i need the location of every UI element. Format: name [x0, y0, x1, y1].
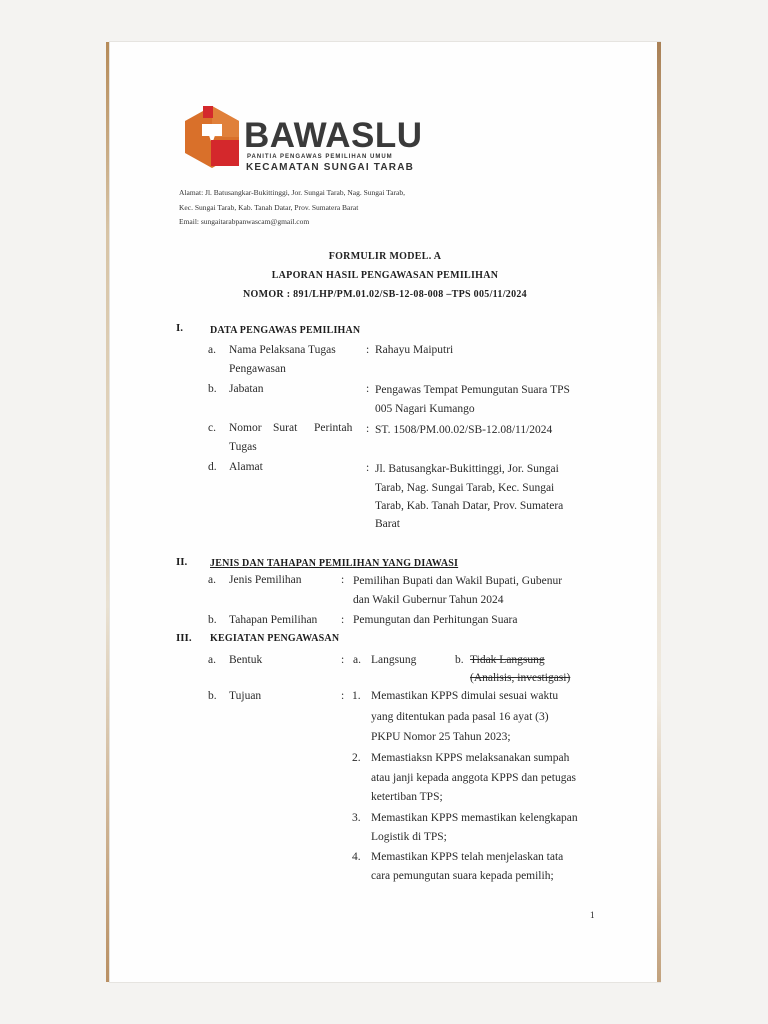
report-title: LAPORAN HASIL PENGAWASAN PEMILIHAN	[271, 270, 499, 281]
form-title: FORMULIR MODEL. A	[328, 251, 442, 262]
colon: :	[366, 423, 370, 435]
value-jenis-pemilihan-cont: dan Wakil Gubernur Tahun 2024	[353, 594, 504, 606]
value-surat-tugas: ST. 1508/PM.00.02/SB-12.08/11/2024	[375, 424, 553, 436]
option-langsung: Langsung	[371, 654, 417, 666]
label-nama-cont: Pengawasan	[229, 363, 286, 375]
item-letter: a.	[208, 344, 216, 356]
value-alamat-cont: Tarab, Kab. Tanah Datar, Prov. Sumatera	[375, 500, 564, 512]
item-letter: c.	[208, 422, 216, 434]
list-item: Memastikan KPPS dimulai sesuai waktu	[371, 690, 559, 702]
section-2-number: II.	[176, 556, 188, 568]
email-line: Email: sungaitarabpanwascam@gmail.com	[179, 217, 310, 226]
page-number: 1	[590, 910, 595, 920]
label-jenis-pemilihan: Jenis Pemilihan	[229, 574, 302, 586]
list-item: Memastikan KPPS memastikan kelengkapan	[371, 812, 578, 824]
list-item: yang ditentukan pada pasal 16 ayat (3)	[371, 711, 549, 723]
label-bentuk: Bentuk	[229, 654, 263, 666]
org-district: KECAMATAN SUNGAI TARAB	[246, 162, 415, 173]
list-item: Logistik di TPS;	[371, 831, 447, 843]
list-item: Memastiaksn KPPS melaksanakan sumpah	[371, 752, 570, 764]
value-jabatan-cont: 005 Nagari Kumango	[375, 403, 475, 415]
colon: :	[366, 383, 370, 395]
label-jabatan: Jabatan	[229, 383, 264, 395]
colon: :	[341, 614, 345, 626]
colon: :	[341, 654, 345, 666]
label-nomor: Nomor	[229, 422, 262, 434]
list-item: Memastikan KPPS telah menjelaskan tata	[371, 851, 564, 863]
org-subtitle: PANITIA PENGAWAS PEMILIHAN UMUM	[247, 154, 393, 160]
item-letter: a.	[208, 574, 216, 586]
section-2-title: JENIS DAN TAHAPAN PEMILIHAN YANG DIAWASI	[210, 558, 459, 569]
list-item-number: 2.	[352, 752, 361, 764]
value-tahapan: Pemungutan dan Perhitungan Suara	[353, 614, 518, 626]
list-item: ketertiban TPS;	[371, 791, 443, 803]
list-item: atau janji kepada anggota KPPS dan petugas	[371, 772, 577, 784]
item-letter: a.	[208, 654, 216, 666]
item-letter: b.	[208, 383, 217, 395]
label-tugas: Tugas	[229, 441, 257, 453]
label-perintah: Perintah	[314, 422, 353, 434]
label-tahapan: Tahapan Pemilihan	[229, 614, 318, 626]
paper-edge-right	[657, 42, 661, 982]
section-3-number: III.	[176, 632, 192, 644]
value-nama: Rahayu Maiputri	[375, 344, 454, 356]
colon: :	[341, 690, 345, 702]
label-alamat: Alamat	[229, 461, 263, 473]
value-jabatan: Pengawas Tempat Pemungutan Suara TPS	[375, 384, 570, 396]
value-alamat: Jl. Batusangkar-Bukittinggi, Jor. Sungai	[375, 463, 559, 475]
item-letter: d.	[208, 461, 217, 473]
list-item: cara pemungutan suara kepada pemilih;	[371, 870, 554, 882]
address-line-1: Alamat: Jl. Batusangkar-Bukittinggi, Jor. Sungai Tarab, Nag. Sungai Tarab,	[179, 188, 405, 197]
label-surat: Surat	[273, 422, 298, 434]
list-item-number: 3.	[352, 812, 361, 824]
report-number: NOMOR : 891/LHP/PM.01.02/SB-12-08-008 –TPS 005/11/2024	[243, 289, 527, 300]
section-1-number: I.	[176, 322, 184, 334]
section-1-title: DATA PENGAWAS PEMILIHAN	[210, 325, 361, 336]
value-alamat-cont: Tarab, Nag. Sungai Tarab, Kec. Sungai	[375, 482, 555, 494]
option-letter: a.	[353, 654, 361, 666]
item-letter: b.	[208, 614, 217, 626]
org-name: BAWASLU	[244, 116, 423, 155]
value-jenis-pemilihan: Pemilihan Bupati dan Wakil Bupati, Gubenur	[353, 575, 563, 587]
list-item-number: 1.	[352, 690, 361, 702]
section-3-title: KEGIATAN PENGAWASAN	[210, 633, 340, 644]
colon: :	[341, 574, 345, 586]
colon: :	[366, 344, 370, 356]
option-letter: b.	[455, 654, 464, 666]
value-alamat-cont: Barat	[375, 518, 400, 530]
colon: :	[366, 462, 370, 474]
option-tidak-langsung-cont: (Analisis, investigasi)	[470, 672, 571, 684]
label-tujuan: Tujuan	[229, 690, 262, 702]
list-item-number: 4.	[352, 851, 361, 863]
address-line-2: Kec. Sungai Tarab, Kab. Tanah Datar, Prov. Sumatera Barat	[179, 203, 359, 212]
option-tidak-langsung: Tidak Langsung	[470, 654, 545, 666]
item-letter: b.	[208, 690, 217, 702]
bawaslu-logo-icon	[183, 104, 241, 170]
list-item: PKPU Nomor 25 Tahun 2023;	[371, 731, 511, 743]
label-nama: Nama Pelaksana Tugas	[229, 344, 336, 356]
